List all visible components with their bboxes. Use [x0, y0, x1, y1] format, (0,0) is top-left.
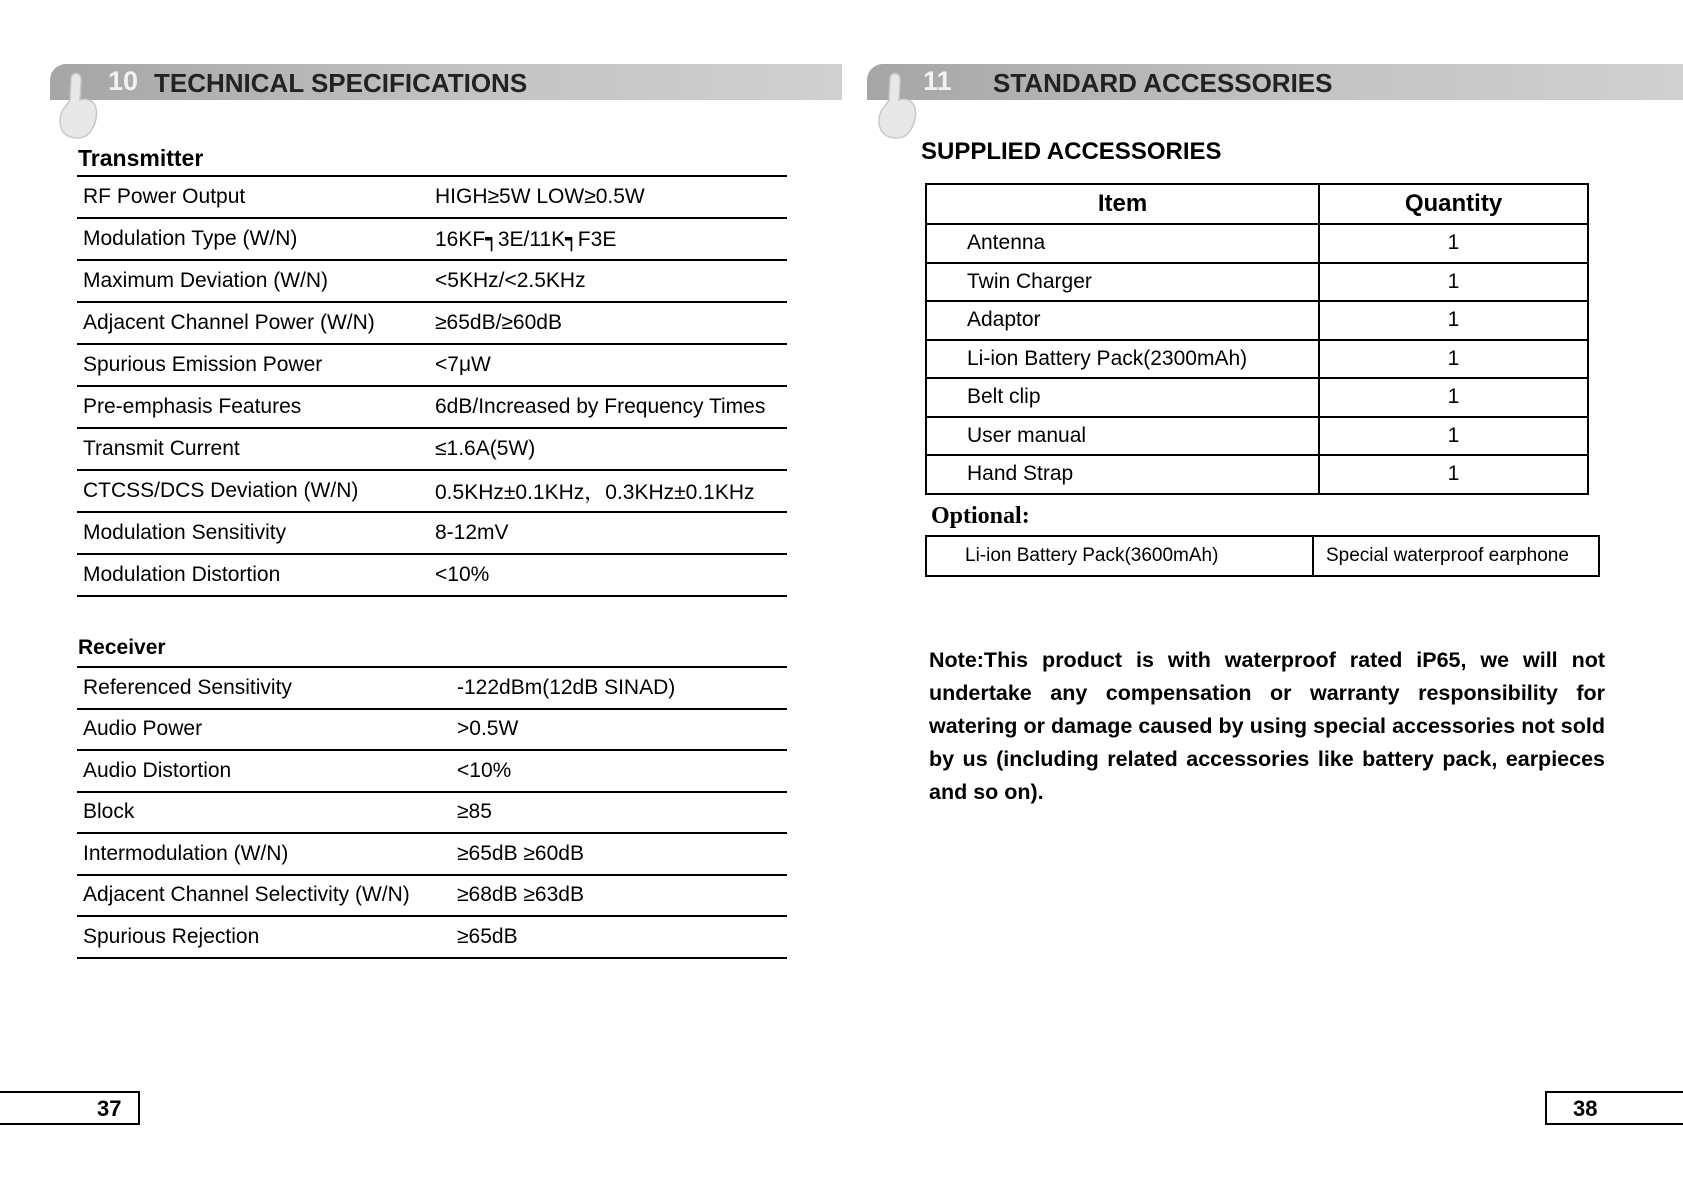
section-title: TECHNICAL SPECIFICATIONS [154, 68, 528, 98]
accessory-quantity: 1 [1319, 340, 1588, 379]
spec-row [77, 750, 787, 792]
left-page [0, 0, 841, 1190]
spec-label: Modulation Distortion [77, 554, 429, 596]
spec-label: Audio Distortion [77, 750, 451, 792]
spec-label: Transmit Current [77, 428, 429, 470]
spec-row [77, 792, 787, 834]
spec-value: <7μW [429, 344, 787, 386]
waterproof-note: Note:This product is with waterproof rated iP65, we will not undertake any compensation or warranty responsibility for watering or damage caused by using special accessories not sold by us (including related accessories like battery pack, earpieces and so on). [929, 648, 1605, 804]
spec-value: 6dB/Increased by Frequency Times [429, 386, 787, 428]
spec-label: Intermodulation (W/N) [77, 833, 451, 875]
section-number: 10 [108, 66, 139, 96]
optional-item: Li-ion Battery Pack(3600mAh) [926, 536, 1313, 576]
spec-value: ≥85 [451, 792, 787, 834]
spec-value: <5KHz/<2.5KHz [429, 260, 787, 302]
spec-value: ≥65dB [451, 916, 787, 958]
page-number: 38 [1573, 1096, 1598, 1121]
spec-value: 0.5KHz±0.1KHz，0.3KHz±0.1KHz [429, 470, 787, 512]
spec-value: HIGH≥5W LOW≥0.5W [429, 176, 787, 218]
spec-label: Maximum Deviation (W/N) [77, 260, 429, 302]
page-number-box [1545, 1091, 1683, 1125]
column-header-quantity: Quantity [1319, 184, 1588, 224]
accessory-quantity: 1 [1319, 455, 1588, 494]
section-title: STANDARD ACCESSORIES [993, 68, 1333, 98]
accessory-item: Twin Charger [926, 263, 1319, 302]
optional-title: Optional: [931, 503, 1030, 529]
spec-value: >0.5W [451, 709, 787, 751]
spec-row [77, 709, 787, 751]
spec-value: ≥68dB ≥63dB [451, 875, 787, 917]
spec-row [77, 554, 787, 596]
spec-label: Modulation Sensitivity [77, 512, 429, 554]
accessory-quantity: 1 [1319, 263, 1588, 302]
optional-accessories-table [925, 535, 1600, 577]
spec-row [77, 218, 787, 260]
spec-row [77, 512, 787, 554]
spec-row [77, 667, 787, 709]
spec-row [77, 875, 787, 917]
spec-value: ≥65dB ≥60dB [451, 833, 787, 875]
column-header-item: Item [926, 184, 1319, 224]
spec-value: -122dBm(12dB SINAD) [451, 667, 787, 709]
accessory-item: Li-ion Battery Pack(2300mAh) [926, 340, 1319, 379]
spec-label: Audio Power [77, 709, 451, 751]
spec-value: ≥65dB/≥60dB [429, 302, 787, 344]
receiver-spec-table [77, 666, 787, 959]
spec-value: ≤1.6A(5W) [429, 428, 787, 470]
accessory-row [926, 263, 1588, 302]
supplied-accessories-title: SUPPLIED ACCESSORIES [921, 138, 1222, 165]
accessory-item: Hand Strap [926, 455, 1319, 494]
transmitter-spec-table [77, 175, 787, 597]
spec-row [77, 302, 787, 344]
accessories-table [925, 183, 1589, 495]
transmitter-title: Transmitter [78, 145, 204, 171]
spec-label: CTCSS/DCS Deviation (W/N) [77, 470, 429, 512]
spec-label: RF Power Output [77, 176, 429, 218]
section-header-standard-accessories [867, 64, 1683, 100]
spec-row [77, 176, 787, 218]
spec-label: Adjacent Channel Power (W/N) [77, 302, 429, 344]
spec-label: Adjacent Channel Selectivity (W/N) [77, 875, 451, 917]
accessory-quantity: 1 [1319, 301, 1588, 340]
accessory-row [926, 224, 1588, 263]
pointing-hand-icon [56, 70, 102, 142]
spec-row [77, 260, 787, 302]
spec-value: 16KF┑3E/11K┑F3E [429, 218, 787, 260]
spec-label: Spurious Emission Power [77, 344, 429, 386]
accessory-row [926, 378, 1588, 417]
accessory-quantity: 1 [1319, 378, 1588, 417]
spec-row [77, 428, 787, 470]
spec-row [77, 470, 787, 512]
accessory-item: User manual [926, 417, 1319, 456]
spec-label: Pre-emphasis Features [77, 386, 429, 428]
pointing-hand-icon [875, 70, 921, 142]
spec-value: 8-12mV [429, 512, 787, 554]
spec-label: Spurious Rejection [77, 916, 451, 958]
accessory-row [926, 455, 1588, 494]
accessory-row [926, 301, 1588, 340]
accessory-item: Belt clip [926, 378, 1319, 417]
spec-label: Block [77, 792, 451, 834]
optional-item: Special waterproof earphone [1313, 536, 1599, 576]
spec-row [77, 344, 787, 386]
receiver-title: Receiver [78, 636, 166, 659]
spec-label: Referenced Sensitivity [77, 667, 451, 709]
spec-value: <10% [451, 750, 787, 792]
spec-value: <10% [429, 554, 787, 596]
section-header-technical-specifications [50, 64, 842, 100]
page-number: 37 [97, 1096, 122, 1121]
accessory-row [926, 340, 1588, 379]
spec-label: Modulation Type (W/N) [77, 218, 429, 260]
accessory-quantity: 1 [1319, 224, 1588, 263]
spec-row [77, 386, 787, 428]
spec-row [77, 916, 787, 958]
accessory-quantity: 1 [1319, 417, 1588, 456]
section-number: 11 [923, 66, 952, 96]
accessory-row [926, 417, 1588, 456]
spec-row [77, 833, 787, 875]
accessory-item: Adaptor [926, 301, 1319, 340]
page-number-box [0, 1091, 140, 1125]
right-page [841, 0, 1683, 1190]
accessory-item: Antenna [926, 224, 1319, 263]
